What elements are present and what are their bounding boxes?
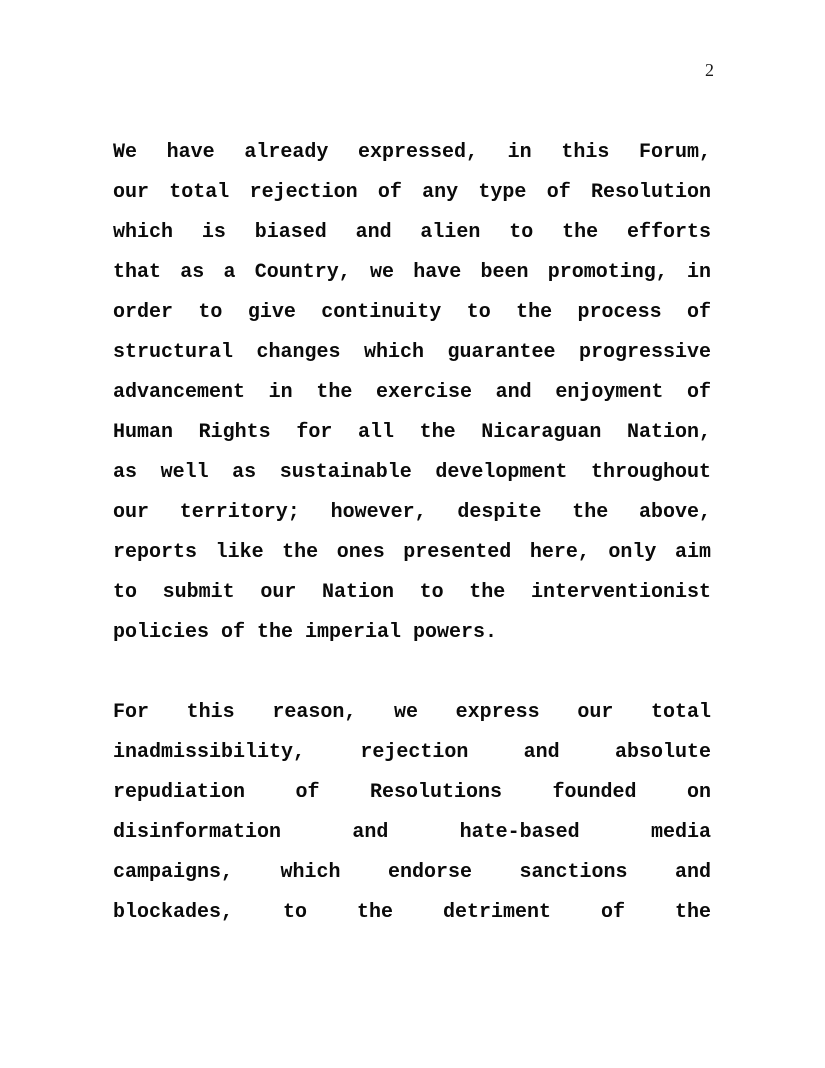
text-line: policies of the imperial powers.: [113, 621, 498, 644]
text-line: to submit our Nation to the interventionist: [113, 581, 711, 604]
text-line: which is biased and alien to the efforts: [113, 221, 711, 244]
text-line: structural changes which guarantee progressive: [113, 341, 711, 364]
text-line: inadmissibility, rejection and absolute: [113, 741, 711, 764]
text-line: repudiation of Resolutions founded on: [113, 781, 711, 804]
text-line: that as a Country, we have been promoting, in: [113, 261, 711, 284]
text-line: For this reason, we express our total: [113, 701, 711, 724]
paragraph: [113, 133, 711, 653]
text-line: reports like the ones presented here, only aim: [113, 541, 711, 564]
text-line: order to give continuity to the process of: [113, 301, 711, 324]
text-line: advancement in the exercise and enjoyment of: [113, 381, 711, 404]
text-line: as well as sustainable development throughout: [113, 461, 711, 484]
text-line: disinformation and hate-based media: [113, 821, 711, 844]
text-line: blockades, to the detriment of the: [113, 901, 711, 924]
text-line: campaigns, which endorse sanctions and: [113, 861, 711, 884]
text-line: We have already expressed, in this Forum,: [113, 141, 711, 164]
text-line: our territory; however, despite the above,: [113, 501, 711, 524]
document-body: [113, 133, 711, 933]
page-number: 2: [705, 60, 714, 80]
text-line: our total rejection of any type of Resolution: [113, 181, 711, 204]
paragraph: [113, 693, 711, 933]
text-line: Human Rights for all the Nicaraguan Nation,: [113, 421, 711, 444]
